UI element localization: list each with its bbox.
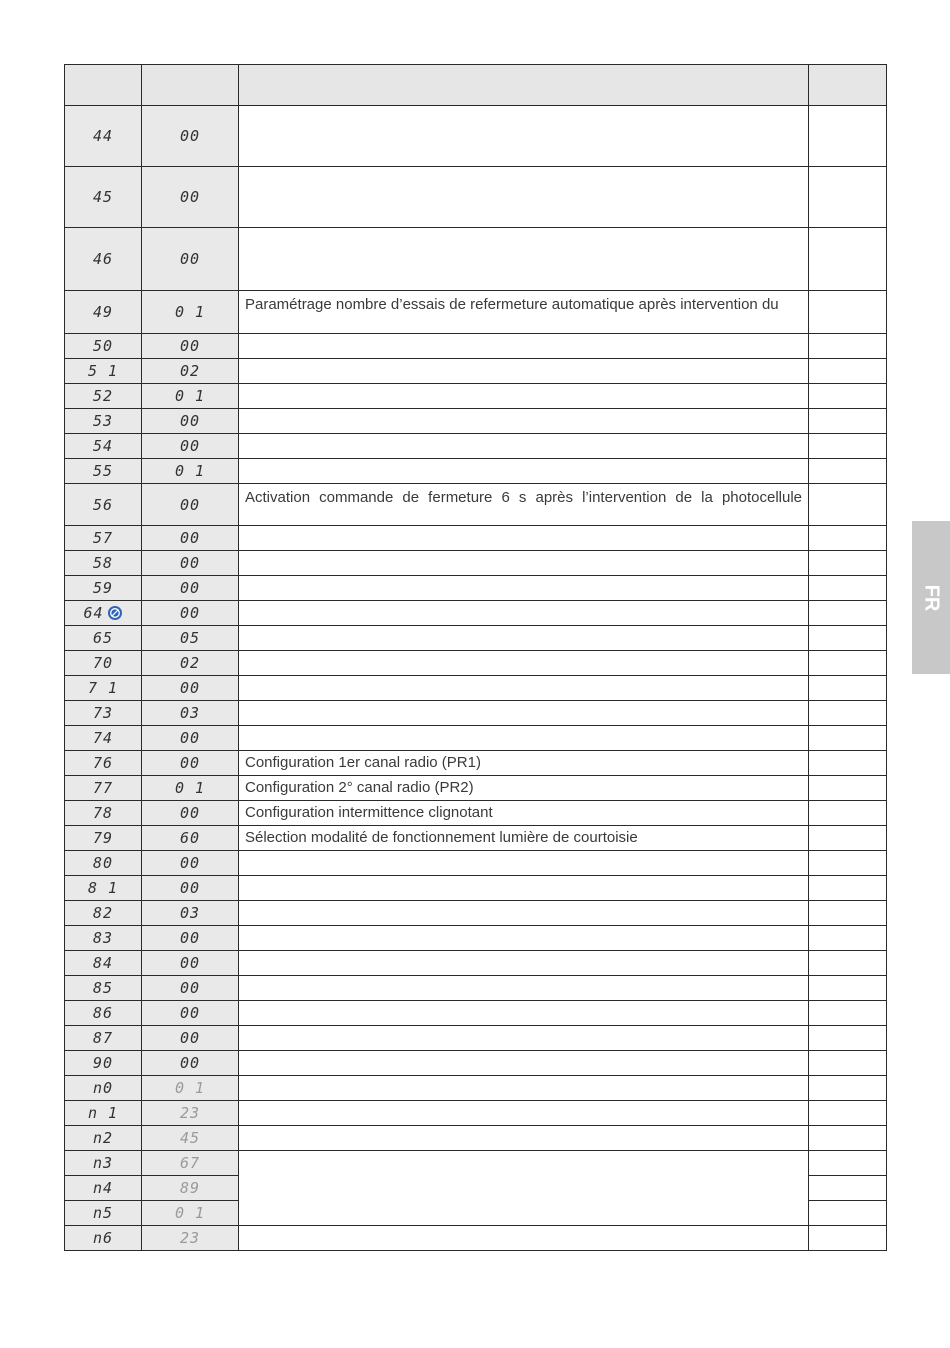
description-cell [239,106,809,167]
default-value: 00 [179,1029,201,1047]
param-code-cell [65,651,142,676]
header-cell [239,65,809,106]
param-code: 52 [92,387,114,405]
setting-cell [809,776,887,801]
param-code-cell [65,751,142,776]
language-tab-label: FR [920,584,943,611]
param-code: n 1 [87,1104,119,1122]
table-row [65,951,887,976]
default-value: 02 [179,654,201,672]
default-value-cell [142,1026,239,1051]
table-row [65,826,887,851]
param-code-cell [65,726,142,751]
table-row [65,334,887,359]
table-row [65,167,887,228]
param-code-cell [65,1101,142,1126]
param-code-cell [65,359,142,384]
description-cell [239,751,809,776]
default-value-cell [142,626,239,651]
description-cell [239,951,809,976]
setting-cell [809,228,887,291]
param-code: n5 [92,1204,114,1222]
param-code-cell [65,459,142,484]
default-value: 00 [179,495,201,514]
description-cell [239,676,809,701]
table-row [65,484,887,526]
table-row [65,526,887,551]
default-value: 0 1 [174,303,206,321]
default-value: 0 1 [174,387,206,405]
setting-cell [809,484,887,526]
param-code-cell [65,776,142,801]
table-row [65,851,887,876]
default-value-cell [142,776,239,801]
param-code-cell [65,167,142,228]
param-code-cell [65,801,142,826]
table-row [65,701,887,726]
param-code-cell [65,951,142,976]
default-value: 00 [179,529,201,547]
param-code: 73 [92,704,114,722]
table-row [65,1226,887,1251]
default-value: 00 [179,437,201,455]
setting-cell [809,651,887,676]
description-cell [239,826,809,851]
table-row [65,1001,887,1026]
param-code-cell [65,228,142,291]
setting-cell [809,701,887,726]
table-row [65,1051,887,1076]
default-value: 0 1 [174,779,206,797]
param-code: 46 [92,250,114,268]
setting-cell [809,1151,887,1176]
param-code: 87 [92,1029,114,1047]
setting-cell [809,359,887,384]
setting-cell [809,551,887,576]
param-code-cell [65,484,142,526]
description-text: Configuration intermittence clignotant [245,804,493,821]
description-cell [239,167,809,228]
table-row [65,876,887,901]
description-cell [239,976,809,1001]
default-value-cell [142,1126,239,1151]
description-text: Configuration 2° canal radio (PR2) [245,779,474,796]
default-value-cell [142,1051,239,1076]
default-value: 00 [179,929,201,947]
description-cell [239,1226,809,1251]
param-code: 90 [92,1054,114,1072]
setting-cell [809,1101,887,1126]
default-value-cell [142,459,239,484]
description-cell [239,651,809,676]
description-cell [239,601,809,626]
param-code: 70 [92,654,114,672]
table-row [65,751,887,776]
default-value: 00 [179,754,201,772]
default-value: 00 [179,1004,201,1022]
description-cell [239,851,809,876]
description-cell [239,1076,809,1101]
default-value: 00 [179,579,201,597]
description-cell [239,459,809,484]
setting-cell [809,1201,887,1226]
description-text: Paramétrage nombre d’essais de refermeture automatique après intervention du [245,296,779,313]
table-row [65,359,887,384]
default-value: 0 1 [174,1079,206,1097]
description-cell [239,384,809,409]
setting-cell [809,1076,887,1101]
setting-cell [809,826,887,851]
description-cell [239,334,809,359]
table-row [65,1126,887,1151]
param-code: 59 [92,579,114,597]
default-value: 23 [179,1229,201,1247]
table-row [65,1076,887,1101]
table-row [65,384,887,409]
description-cell [239,926,809,951]
description-cell [239,701,809,726]
description-cell [239,434,809,459]
param-code: 77 [92,779,114,797]
param-code: 84 [92,954,114,972]
param-code: n3 [92,1154,114,1172]
setting-cell [809,951,887,976]
setting-cell [809,676,887,701]
param-code: n4 [92,1179,114,1197]
description-cell [239,291,809,334]
setting-cell [809,526,887,551]
param-code-cell [65,601,142,626]
default-value-cell [142,601,239,626]
setting-cell [809,1051,887,1076]
default-value-cell [142,576,239,601]
table-row [65,801,887,826]
param-code-cell [65,976,142,1001]
default-value-cell [142,826,239,851]
description-cell [239,576,809,601]
default-value: 00 [179,729,201,747]
default-value-cell [142,291,239,334]
param-code: 86 [92,1004,114,1022]
setting-cell [809,751,887,776]
param-code: n6 [92,1229,114,1247]
param-code: 49 [92,303,114,321]
param-code-cell [65,851,142,876]
default-value-cell [142,484,239,526]
table-row [65,106,887,167]
default-value-cell [142,976,239,1001]
table-row [65,726,887,751]
table-row [65,776,887,801]
default-value: 00 [179,554,201,572]
table-row [65,291,887,334]
param-code: 82 [92,904,114,922]
table-header-row [65,65,887,106]
description-cell [239,551,809,576]
description-cell [239,726,809,751]
param-code-cell [65,434,142,459]
param-code-cell [65,676,142,701]
param-code-cell [65,526,142,551]
setting-cell [809,409,887,434]
default-value-cell [142,926,239,951]
default-value-cell [142,526,239,551]
description-cell [239,484,809,526]
default-value-cell [142,1226,239,1251]
table-row [65,926,887,951]
default-value: 45 [179,1129,201,1147]
default-value-cell [142,676,239,701]
param-code-cell [65,384,142,409]
param-code-cell [65,576,142,601]
param-code: 55 [92,462,114,480]
default-value: 00 [179,604,201,622]
default-value: 00 [179,804,201,822]
description-cell [239,1001,809,1026]
default-value: 00 [179,879,201,897]
setting-cell [809,167,887,228]
default-value: 00 [179,250,201,268]
param-code-cell [65,1176,142,1201]
table-row [65,459,887,484]
param-code: n2 [92,1129,114,1147]
default-value-cell [142,1001,239,1026]
table-row [65,228,887,291]
description-cell [239,1101,809,1126]
setting-cell [809,434,887,459]
param-code: 78 [92,804,114,822]
table-row [65,651,887,676]
description-cell [239,1151,809,1226]
param-code-cell [65,1076,142,1101]
description-cell [239,409,809,434]
default-value: 02 [179,362,201,380]
param-code-cell [65,1051,142,1076]
default-value-cell [142,228,239,291]
table-row [65,901,887,926]
param-code: 64 [83,604,104,622]
param-code: 83 [92,929,114,947]
default-value: 00 [179,127,201,145]
setting-cell [809,334,887,359]
description-cell [239,876,809,901]
setting-cell [809,601,887,626]
default-value-cell [142,1176,239,1201]
setting-cell [809,459,887,484]
setting-cell [809,926,887,951]
setting-cell [809,1226,887,1251]
param-code: 45 [92,188,114,206]
setting-cell [809,726,887,751]
default-value: 23 [179,1104,201,1122]
table-row [65,676,887,701]
default-value-cell [142,1151,239,1176]
default-value: 00 [179,412,201,430]
param-code-cell [65,901,142,926]
setting-cell [809,291,887,334]
table-row [65,551,887,576]
parameter-table [64,64,887,1251]
default-value: 67 [179,1154,201,1172]
setting-cell [809,1026,887,1051]
description-cell [239,526,809,551]
param-code-cell [65,291,142,334]
param-code: 74 [92,729,114,747]
param-code: 85 [92,979,114,997]
description-text: Configuration 1er canal radio (PR1) [245,754,481,771]
description-cell [239,228,809,291]
param-code: 79 [92,829,114,847]
header-cell [142,65,239,106]
default-value: 0 1 [174,1204,206,1222]
param-code-cell [65,826,142,851]
setting-cell [809,1001,887,1026]
header-cell [65,65,142,106]
default-value-cell [142,409,239,434]
setting-cell [809,901,887,926]
table-row [65,409,887,434]
param-code-cell [65,1026,142,1051]
setting-cell [809,876,887,901]
param-code-cell [65,626,142,651]
param-code: 58 [92,554,114,572]
default-value-cell [142,801,239,826]
setting-cell [809,384,887,409]
default-value-cell [142,334,239,359]
default-value: 89 [179,1179,201,1197]
param-code: 65 [92,629,114,647]
default-value: 60 [179,829,201,847]
param-code: 53 [92,412,114,430]
description-cell [239,801,809,826]
table-row [65,1026,887,1051]
default-value-cell [142,651,239,676]
default-value: 00 [179,1054,201,1072]
description-cell [239,359,809,384]
setting-cell [809,1126,887,1151]
param-code-cell [65,1126,142,1151]
param-code: 80 [92,854,114,872]
setting-cell [809,576,887,601]
default-value-cell [142,551,239,576]
table-row [65,1151,887,1176]
description-cell [239,1026,809,1051]
table-row [65,601,887,626]
param-code-cell [65,876,142,901]
table-row [65,434,887,459]
table-row [65,626,887,651]
default-value-cell [142,359,239,384]
setting-cell [809,801,887,826]
header-cell [809,65,887,106]
default-value: 03 [179,904,201,922]
setting-cell [809,976,887,1001]
sync-icon [107,605,123,621]
table-row [65,576,887,601]
param-code-cell [65,106,142,167]
param-code: 8 1 [87,879,119,897]
setting-cell [809,106,887,167]
param-code-cell [65,409,142,434]
description-cell [239,626,809,651]
param-code: 56 [92,495,114,514]
description-cell [239,901,809,926]
param-code-cell [65,1151,142,1176]
default-value: 00 [179,188,201,206]
default-value-cell [142,876,239,901]
language-tab [912,521,950,674]
param-code: 57 [92,529,114,547]
param-code: 54 [92,437,114,455]
default-value-cell [142,851,239,876]
param-code: 5 1 [87,362,119,380]
param-code-cell [65,1226,142,1251]
param-code: 76 [92,754,114,772]
table-row [65,976,887,1001]
setting-cell [809,626,887,651]
param-code-cell [65,926,142,951]
param-code: 50 [92,337,114,355]
param-code: 7 1 [87,679,119,697]
param-code: 44 [92,127,114,145]
default-value: 0 1 [174,462,206,480]
default-value: 03 [179,704,201,722]
default-value: 00 [179,679,201,697]
default-value-cell [142,434,239,459]
description-cell [239,1126,809,1151]
setting-cell [809,1176,887,1201]
default-value: 00 [179,854,201,872]
default-value-cell [142,751,239,776]
param-code-cell [65,701,142,726]
default-value-cell [142,1076,239,1101]
param-code-cell [65,551,142,576]
default-value-cell [142,384,239,409]
default-value-cell [142,901,239,926]
default-value-cell [142,1201,239,1226]
description-text: Activation commande de fermeture 6 s après l’intervention de la photocellule [245,489,802,506]
param-code-cell [65,334,142,359]
param-code-cell [65,1201,142,1226]
table-row [65,1101,887,1126]
default-value: 05 [179,629,201,647]
default-value: 00 [179,337,201,355]
setting-cell [809,851,887,876]
default-value-cell [142,167,239,228]
default-value-cell [142,701,239,726]
default-value-cell [142,1101,239,1126]
default-value-cell [142,106,239,167]
default-value: 00 [179,954,201,972]
description-text: Sélection modalité de fonctionnement lumière de courtoisie [245,829,638,846]
param-code: n0 [92,1079,114,1097]
description-cell [239,776,809,801]
param-code-cell [65,1001,142,1026]
default-value-cell [142,951,239,976]
default-value-cell [142,726,239,751]
default-value: 00 [179,979,201,997]
description-cell [239,1051,809,1076]
